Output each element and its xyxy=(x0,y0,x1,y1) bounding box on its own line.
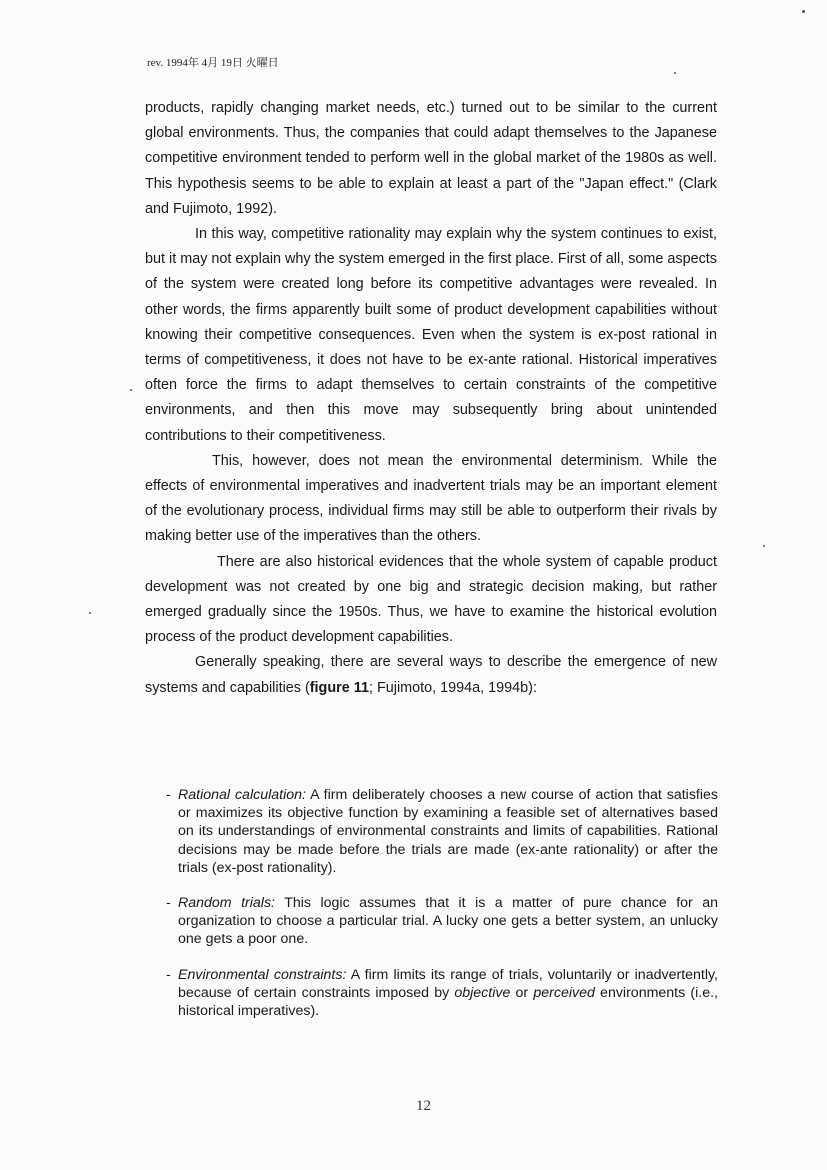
list-item-text: environments (i.e., historical imperatives). xyxy=(178,984,718,1020)
paragraph-4: There are also historical evidences that the whole system of capable product development was not created by one big and strategic decision making, but rather emerged gradually since the 1950s. Thus, we have to examine the historical evolution process of the product development capabilities. xyxy=(145,553,717,646)
paragraph-1: products, rapidly changing market needs, etc.) turned out to be similar to the current global environments. Thus, the companies that could adapt themselves to the Japanese competitive environment tended to perform well in the global market of the 1980s as well. This hypothesis seems to be able to explain at least a part of the "Japan effect." (Clark and Fujimoto, 1992). xyxy=(145,100,717,217)
page-number: 12 xyxy=(416,1098,431,1114)
mechanism-list xyxy=(166,786,718,1037)
scan-speck xyxy=(802,10,805,13)
list-item-content xyxy=(178,786,718,877)
paragraph-2: In this way, competitive rationality may explain why the system continues to exist, but it may not explain why the system emerged in the first place. First of all, some aspects of the system were created long before its competitive advantages were revealed. In other words, the firms apparently built some of product development capabilities without knowing their competitive consequences. Even when the system is ex-post rational in terms of competitiveness, it does not have to be ex-ante rational. Historical imperatives often force the firms to adapt themselves to certain constraints of the competitive environments, and then this move may subsequently bring about unintended contributions to their competitiveness. xyxy=(145,226,717,444)
figure-reference: figure 11 xyxy=(309,679,369,696)
paragraph-5-citation: ; Fujimoto, 1994a, 1994b): xyxy=(368,679,537,696)
list-item-term: Rational calculation: xyxy=(178,787,306,803)
page-header: rev. 1994年 4月 19日 火曜日 xyxy=(147,57,279,69)
list-item-emphasis: perceived xyxy=(533,984,595,1001)
scan-speck xyxy=(89,612,91,614)
list-dash: - xyxy=(166,895,171,912)
list-item-content xyxy=(178,966,718,1021)
scan-speck xyxy=(674,72,676,74)
list-item xyxy=(166,894,718,949)
list-item xyxy=(166,786,718,877)
scan-speck xyxy=(130,389,132,391)
list-item-content xyxy=(178,894,718,949)
paragraph-3: This, however, does not mean the environmental determinism. While the effects of environmental imperatives and inadvertent trials may be an important element of the evolutionary process, individual firms may still be able to outperform their rivals by making better use of the imperatives than the others. xyxy=(145,452,717,545)
paragraph-5-text: Generally speaking, there are several ways to describe the emergence of new systems and capabilities ( xyxy=(145,654,717,696)
list-dash: - xyxy=(166,787,171,803)
scan-speck xyxy=(763,545,765,547)
list-item-text: A firm limits its range of trials, voluntarily or inadvertently, because of certain constraints imposed by xyxy=(178,966,718,1001)
list-item-text: This logic assumes that it is a matter of pure chance for an organization to choose a particular trial. A lucky one gets a better system, an unlucky one gets a poor one. xyxy=(178,895,719,948)
list-item-text: A firm deliberately chooses a new course of action that satisfies or maximizes its objective function by examining a feasible set of alternatives based on its understandings of environmental constraints and limits of capabilities. Rational decisions may be made before the trials are made (ex-ante rationality) or after the trials (ex-post rationality). xyxy=(178,787,718,876)
body-text xyxy=(145,96,717,701)
list-dash: - xyxy=(166,966,171,983)
list-item xyxy=(166,966,718,1021)
list-item-term: Environmental constraints: xyxy=(178,966,347,983)
list-item-emphasis: objective xyxy=(454,984,511,1001)
list-item-term: Random trials: xyxy=(178,895,275,912)
paragraph-5 xyxy=(145,650,717,700)
list-item-text: or xyxy=(510,984,534,1001)
